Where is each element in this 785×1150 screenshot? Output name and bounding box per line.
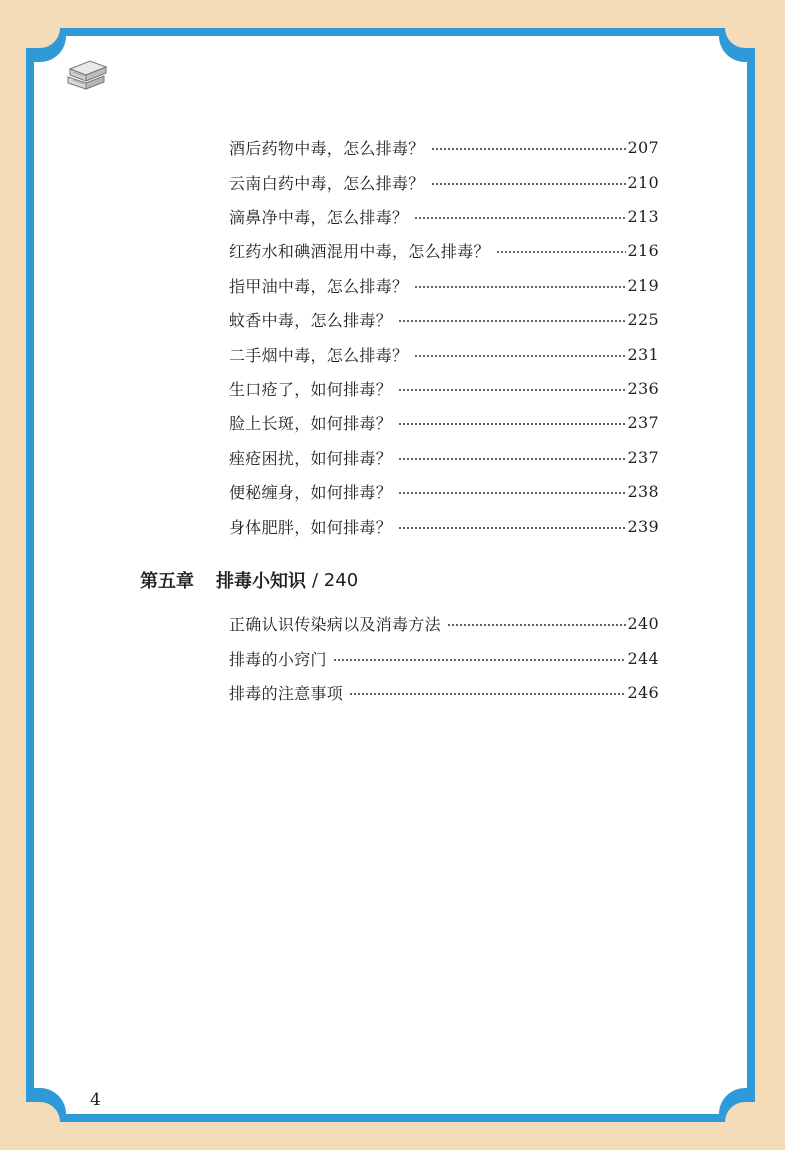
dot-leader: [398, 389, 626, 391]
toc-entry-title: 痤疮困扰，如何排毒？: [229, 448, 393, 468]
toc-entry-page: 219: [627, 275, 659, 295]
dot-leader: [414, 217, 625, 219]
toc-entry-title: 身体肥胖，如何排毒？: [229, 517, 393, 537]
page-number: 4: [90, 1090, 101, 1110]
toc-entry[interactable]: [229, 204, 659, 228]
dot-leader: [349, 693, 625, 695]
toc-entry-page: 210: [627, 172, 659, 192]
toc-entry-page: 237: [627, 447, 659, 467]
dot-leader: [398, 458, 626, 460]
toc-entry[interactable]: [229, 376, 659, 400]
dot-leader: [414, 286, 625, 288]
chapter-number: 第五章: [140, 571, 194, 592]
toc-entry[interactable]: [229, 170, 659, 194]
toc-entry-title: 正确认识传染病以及消毒方法: [229, 614, 441, 634]
toc-entry-title: 生口疮了，如何排毒？: [229, 379, 393, 399]
toc-entry-title: 红药水和碘酒混用中毒，怎么排毒？: [229, 241, 490, 261]
toc-entry-page: 231: [627, 344, 659, 364]
toc-entry[interactable]: [229, 135, 659, 159]
dot-leader: [431, 183, 626, 185]
toc-entry-title: 脸上长斑，如何排毒？: [229, 413, 393, 433]
toc-entry-page: 207: [627, 137, 659, 157]
chapter-page: / 240: [312, 569, 359, 591]
toc-entry[interactable]: [229, 680, 659, 704]
dot-leader: [398, 423, 626, 425]
toc-entry-title: 蚊香中毒，怎么排毒？: [229, 310, 393, 330]
toc-entry-title: 排毒的注意事项: [229, 683, 344, 703]
toc-entry[interactable]: [229, 445, 659, 469]
toc-entry[interactable]: [229, 479, 659, 503]
toc-entry[interactable]: [229, 410, 659, 434]
toc-entry-title: 酒后药物中毒，怎么排毒？: [229, 138, 425, 158]
toc-entry-page: 244: [627, 648, 659, 668]
toc-entry-title: 二手烟中毒，怎么排毒？: [229, 345, 409, 365]
toc-entry-title: 云南白药中毒，怎么排毒？: [229, 173, 425, 193]
toc-entry-page: 236: [627, 378, 659, 398]
dot-leader: [398, 527, 626, 529]
dot-leader: [398, 492, 626, 494]
toc-entry-page: 240: [627, 613, 659, 633]
dot-leader: [447, 624, 626, 626]
toc-entry-page: 237: [627, 412, 659, 432]
toc-entry[interactable]: [229, 646, 659, 670]
toc-entry-title: 滴鼻净中毒，怎么排毒？: [229, 207, 409, 227]
toc-entry[interactable]: [229, 273, 659, 297]
toc-entry-title: 排毒的小窍门: [229, 649, 327, 669]
dot-leader: [431, 148, 626, 150]
chapter-heading[interactable]: [140, 566, 358, 594]
toc-entry-page: 239: [627, 516, 659, 536]
toc-entry-page: 213: [627, 206, 659, 226]
toc-entry-page: 216: [627, 240, 659, 260]
toc-entry-page: 246: [627, 682, 659, 702]
dot-leader: [333, 659, 626, 661]
dot-leader: [398, 320, 626, 322]
toc-entry[interactable]: [229, 307, 659, 331]
toc-entry-page: 225: [627, 309, 659, 329]
dot-leader: [414, 355, 625, 357]
toc-entry[interactable]: [229, 611, 659, 635]
chapter-title: 排毒小知识: [216, 571, 306, 592]
toc-entry-page: 238: [627, 481, 659, 501]
dot-leader: [496, 251, 626, 253]
toc-entry[interactable]: [229, 514, 659, 538]
toc-entry[interactable]: [229, 238, 659, 262]
toc-entry-title: 便秘缠身，如何排毒？: [229, 482, 393, 502]
toc-entry[interactable]: [229, 342, 659, 366]
toc-entry-title: 指甲油中毒，怎么排毒？: [229, 276, 409, 296]
